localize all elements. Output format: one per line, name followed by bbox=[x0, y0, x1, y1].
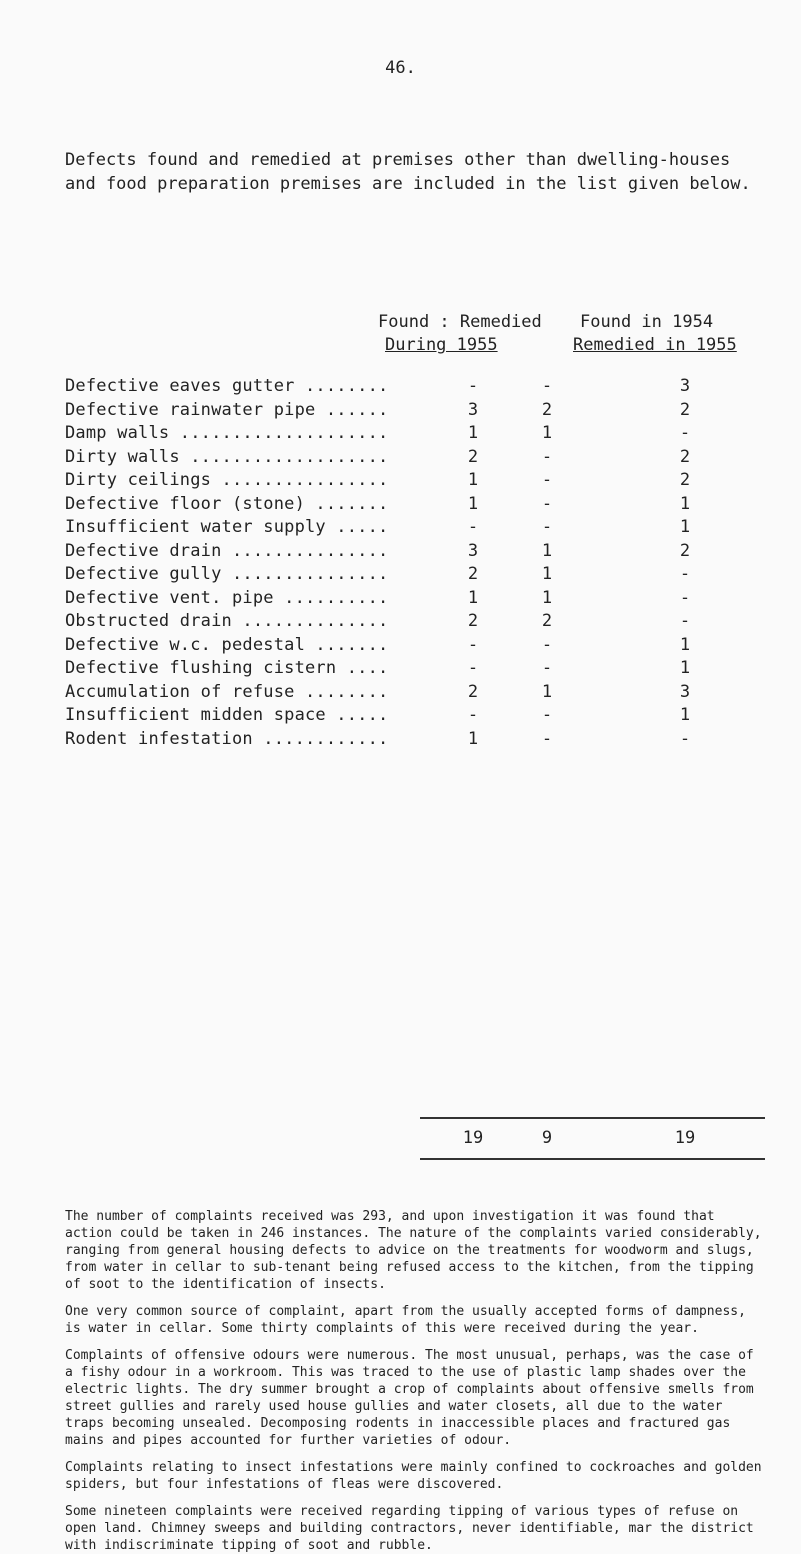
remedied-count: - bbox=[541, 376, 553, 396]
found-count: - bbox=[467, 517, 479, 537]
header-found-1954: Found in 1954 bbox=[580, 312, 714, 332]
total-found-1954: 19 bbox=[674, 1128, 696, 1148]
found-count: 1 bbox=[467, 587, 479, 608]
table-row bbox=[65, 682, 765, 706]
found-1954-count: 2 bbox=[679, 446, 691, 467]
found-1954-count: 1 bbox=[679, 517, 691, 537]
totals-rule-bottom bbox=[420, 1158, 765, 1160]
found-1954-count: 2 bbox=[679, 540, 691, 561]
remedied-count: - bbox=[541, 446, 553, 467]
paragraph-complaints: The number of complaints received was 293, and upon investigation it was found that action could be taken in 246 instances. The nature of the complaints varied considerably, ranging from general housing defects to advice on the treatments for woodworm and slugs, from water in cellar to sub-tenant being refused access to the kitchen, from the tipping of soot to the identification of insects. bbox=[65, 1209, 762, 1292]
found-count: - bbox=[467, 376, 479, 396]
row-label: Defective flushing cistern .... bbox=[65, 658, 389, 678]
found-count: 1 bbox=[467, 728, 479, 749]
row-label: Defective w.c. pedestal ....... bbox=[65, 634, 389, 655]
row-label: Defective eaves gutter ........ bbox=[65, 376, 389, 396]
table-row bbox=[65, 470, 765, 494]
remedied-count: - bbox=[541, 658, 553, 678]
total-found: 19 bbox=[462, 1128, 484, 1148]
row-label: Defective gully ............... bbox=[65, 564, 389, 584]
table-row bbox=[65, 447, 765, 471]
found-1954-count: 1 bbox=[679, 705, 691, 725]
found-count: 3 bbox=[467, 399, 479, 420]
found-count: - bbox=[467, 634, 479, 655]
intro-paragraph: Defects found and remedied at premises other than dwelling-houses and food preparation premises are included in the list given below. bbox=[65, 150, 751, 194]
row-label: Defective rainwater pipe ...... bbox=[65, 399, 389, 420]
row-label: Dirty ceilings ................ bbox=[65, 470, 389, 490]
remedied-count: 1 bbox=[541, 423, 553, 443]
header-during-1955: During 1955 bbox=[385, 335, 498, 355]
found-count: - bbox=[467, 705, 479, 725]
totals-rule-top bbox=[420, 1117, 765, 1119]
found-1954-count: 2 bbox=[679, 470, 691, 490]
remedied-count: - bbox=[541, 493, 553, 514]
row-label: Rodent infestation ............ bbox=[65, 728, 389, 749]
remedied-count: 2 bbox=[541, 399, 553, 420]
paragraph-2: One very common source of complaint, apart from the usually accepted forms of dampness, is water in cellar. Some thirty complaints of this were received during the year. bbox=[65, 1304, 746, 1336]
remedied-count: 1 bbox=[541, 681, 553, 702]
found-count: 2 bbox=[467, 446, 479, 467]
row-label: Damp walls .................... bbox=[65, 423, 389, 443]
found-count: 1 bbox=[467, 493, 479, 514]
totals-row bbox=[65, 1128, 765, 1152]
paragraph-4: Complaints relating to insect infestations were mainly confined to cockroaches and golden spiders, but four infestations of fleas were discovered. bbox=[65, 1460, 762, 1492]
found-1954-count: 2 bbox=[679, 399, 691, 420]
found-1954-count: 1 bbox=[679, 658, 691, 678]
found-1954-count: 3 bbox=[679, 681, 691, 702]
table-row bbox=[65, 705, 765, 729]
found-1954-count: - bbox=[679, 423, 691, 443]
found-count: 2 bbox=[467, 681, 479, 702]
remedied-count: - bbox=[541, 728, 553, 749]
table-row bbox=[65, 635, 765, 659]
remedied-count: - bbox=[541, 705, 553, 725]
table-row bbox=[65, 658, 765, 682]
found-count: 3 bbox=[467, 540, 479, 561]
remedied-count: - bbox=[541, 470, 553, 490]
found-1954-count: - bbox=[679, 611, 691, 631]
header-remedied-1955: Remedied in 1955 bbox=[573, 335, 737, 355]
row-label: Defective drain ............... bbox=[65, 540, 389, 561]
remedied-count: 2 bbox=[541, 611, 553, 631]
paragraph-5: Some nineteen complaints were received regarding tipping of various types of refuse on open land. Chimney sweeps and building contractors, never identifiable, mar the district with indiscriminate tipping of soot and rubble. bbox=[65, 1504, 754, 1553]
page-number: 46. bbox=[385, 58, 416, 78]
table-row bbox=[65, 517, 765, 541]
table-row bbox=[65, 588, 765, 612]
row-label: Insufficient midden space ..... bbox=[65, 705, 389, 725]
table-row bbox=[65, 376, 765, 400]
remedied-count: 1 bbox=[541, 540, 553, 561]
remedied-count: 1 bbox=[541, 564, 553, 584]
row-label: Accumulation of refuse ........ bbox=[65, 681, 389, 702]
table-row bbox=[65, 423, 765, 447]
found-count: 2 bbox=[467, 564, 479, 584]
row-label: Dirty walls ................... bbox=[65, 446, 389, 467]
found-count: - bbox=[467, 658, 479, 678]
row-label: Insufficient water supply ..... bbox=[65, 517, 389, 537]
remedied-count: - bbox=[541, 517, 553, 537]
found-count: 2 bbox=[467, 611, 479, 631]
remedied-count: - bbox=[541, 634, 553, 655]
table-row bbox=[65, 729, 765, 753]
row-label: Defective vent. pipe .......... bbox=[65, 587, 389, 608]
found-1954-count: - bbox=[679, 587, 691, 608]
found-1954-count: 1 bbox=[679, 493, 691, 514]
found-1954-count: - bbox=[679, 728, 691, 749]
found-count: 1 bbox=[467, 470, 479, 490]
found-1954-count: 3 bbox=[679, 376, 691, 396]
row-label: Obstructed drain .............. bbox=[65, 611, 389, 631]
table-row bbox=[65, 611, 765, 635]
total-remedied: 9 bbox=[541, 1128, 553, 1148]
table-row bbox=[65, 564, 765, 588]
paragraph-3: Complaints of offensive odours were numerous. The most unusual, perhaps, was the case of a fishy odour in a workroom. This was traced to the use of plastic lamp shades over the electric lights. The dry summer brought a crop of complaints about offensive smells from street gullies and rarely used house gullies and water closets, all due to the water traps becoming unsealed. Decomposing rodents in inaccessible places and fractured gas mains and pipes accounted for further varieties of odour. bbox=[65, 1348, 754, 1448]
found-1954-count: 1 bbox=[679, 634, 691, 655]
remedied-count: 1 bbox=[541, 587, 553, 608]
header-found-remedied: Found : Remedied bbox=[378, 312, 542, 332]
found-count: 1 bbox=[467, 423, 479, 443]
found-1954-count: - bbox=[679, 564, 691, 584]
table-row bbox=[65, 541, 765, 565]
table-row bbox=[65, 400, 765, 424]
table-row bbox=[65, 494, 765, 518]
row-label: Defective floor (stone) ....... bbox=[65, 493, 389, 514]
